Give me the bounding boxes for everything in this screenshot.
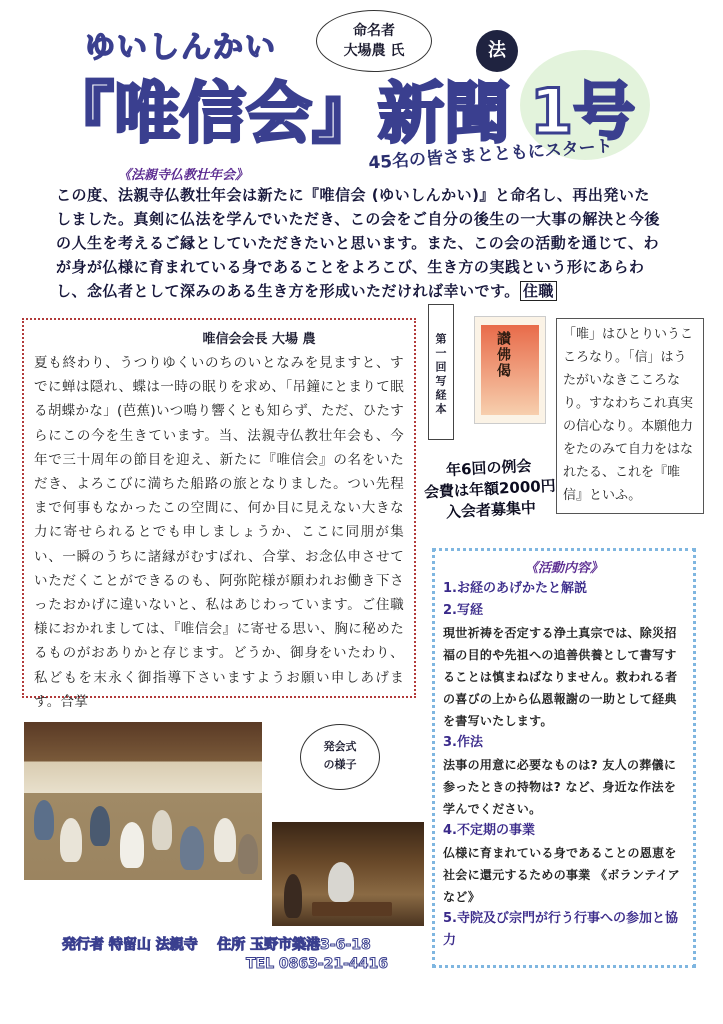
sutra-label: 第一回写経本	[428, 304, 454, 440]
activity-item	[443, 732, 685, 820]
photo-caption-line1: 発会式	[323, 740, 357, 753]
podium-table	[312, 902, 392, 916]
activity-heading: 4.不定期の事業	[443, 823, 535, 838]
attendee-figure	[90, 806, 110, 846]
activity-text: 仏様に育まれている身であることの恩恵を社会に還元するための事業 《ボランテイアなど》	[443, 846, 680, 904]
namer-name: 大場農 氏	[343, 43, 405, 59]
sutra-book-title: 讃佛偈	[495, 331, 511, 379]
activity-heading: 1.お経のあげかたと解説	[443, 581, 587, 596]
meeting-line1: 年6回の例会	[445, 456, 532, 480]
meeting-notice	[422, 455, 557, 525]
attendee-figure	[60, 818, 82, 862]
letter-body: 夏も終わり、うつりゆくいのちのいとなみを見ますと、すでに蝉は隠れ、蝶は一時の眠りを求め、「吊鐘にとまりて眠る胡蝶かな」(芭蕉)いつ鳴り響くとも知らず、ただ、ひたすらにこの今を生きています。当、法親寺仏教壮年会も、今年で三十周年の節目を迎え、新たに『唯信会』の名をいただき、よろこびに満ちた船路の旅となりました。つい先程まで何事もなかったこの空間に、何か目に見えない大きな力に寄せられるとでも申しましょうか、ここに同朋が集い、一瞬のうちに諸縁がむすばれ、合掌、お念仏申させていただくことができるのも、阿弥陀様が願われお働き下さったおかげに違いないと、私はあじわっています。ご住職様におかれましては、『唯信会』に寄せる思い、胸に秘めたるものがおありかと存じます。どうか、御身をいたわり、私どもを末永く御指導下さいますようお願い申しあげます。合掌	[34, 355, 404, 710]
publisher-tel: TEL 0863-21-4416	[246, 956, 388, 972]
letter-author: 唯信会会長 大場 農	[202, 332, 316, 347]
activity-heading: 5.寺院及び宗門が行う行事への参加と協力	[443, 911, 678, 948]
organization-label: 《法親寺仏教壮年会》	[118, 168, 249, 183]
activity-item	[443, 908, 685, 952]
president-letter	[22, 318, 416, 710]
activity-item	[443, 600, 685, 732]
tagline: 45名の皆さまとともにスタート	[367, 136, 614, 174]
attendee-figure	[152, 810, 172, 850]
activity-item	[443, 578, 685, 600]
activity-text: 現世祈祷を否定する浄土真宗では、除災招福の目的や先祖への追善供養として書写することは慎まねばなりません。救われる者の喜びの上から仏恩報謝の一助として経典を書写いたします。	[443, 626, 678, 728]
namer-label: 命名者	[353, 23, 395, 39]
attendee-figure	[34, 800, 54, 840]
meeting-line2: 会費は年額2000円	[423, 476, 557, 502]
photo-caption-bubble	[300, 724, 380, 790]
newspaper-title: 『唯信会』新聞	[48, 75, 510, 152]
issue-number: 1号	[530, 75, 636, 148]
activity-item	[443, 820, 685, 908]
temple-seal-icon: 法	[476, 30, 518, 72]
intro-signature: 住職	[520, 281, 557, 301]
attendee-figure	[214, 818, 236, 862]
intro-text: この度、法親寺仏教壮年会は新たに『唯信会 (ゆいしんかい)』と命名し、再出発いたしました。真剣に仏法を学んでいただき、この会をご自分の後生の一大事の解決と今後の人生を考えるご縁としていただきたいと思います。また、この会の活動を通じて、わが身が仏様に育まれている身であることをよろこび、生き方の実践という形にあらわし、念仏者として深みのある生き方を形成いただければ幸いです。	[56, 186, 660, 300]
intro-paragraph	[56, 183, 662, 303]
meeting-hall-photo	[24, 722, 262, 880]
activity-heading: 3.作法	[443, 735, 483, 750]
publisher-info	[62, 934, 371, 954]
publisher-address: 住所 玉野市築港3-6-18	[217, 937, 371, 953]
activity-heading: 2.写経	[443, 603, 483, 618]
yuishin-quote: 「唯」はひとりいうこころなり。「信」はうたがいなきこころなり。すなわちこれ真実の信心なり。本願他力をたのみて自力をはなれたる、これを『唯信』といふ。	[556, 318, 704, 514]
speaker-photo	[272, 822, 424, 926]
attendee-figure	[284, 874, 302, 918]
publisher-name: 発行者 特留山 法親寺	[62, 937, 198, 953]
attendee-figure	[120, 822, 144, 868]
activities-box	[432, 548, 696, 968]
meeting-line3: 入会者募集中	[445, 498, 537, 522]
activity-text: 法事の用意に必要なものは? 友人の葬儀に参ったときの持物は? など、身近な作法を学んでください。	[443, 758, 677, 816]
speaker-figure	[328, 862, 354, 902]
activities-title: 《活動内容》	[524, 561, 603, 576]
reading-heading: ゆいしんかい	[85, 30, 277, 65]
sutra-book-image	[474, 316, 546, 424]
photo-caption-line2: の様子	[323, 758, 357, 771]
attendee-figure	[180, 826, 204, 870]
attendee-figure	[238, 834, 258, 874]
